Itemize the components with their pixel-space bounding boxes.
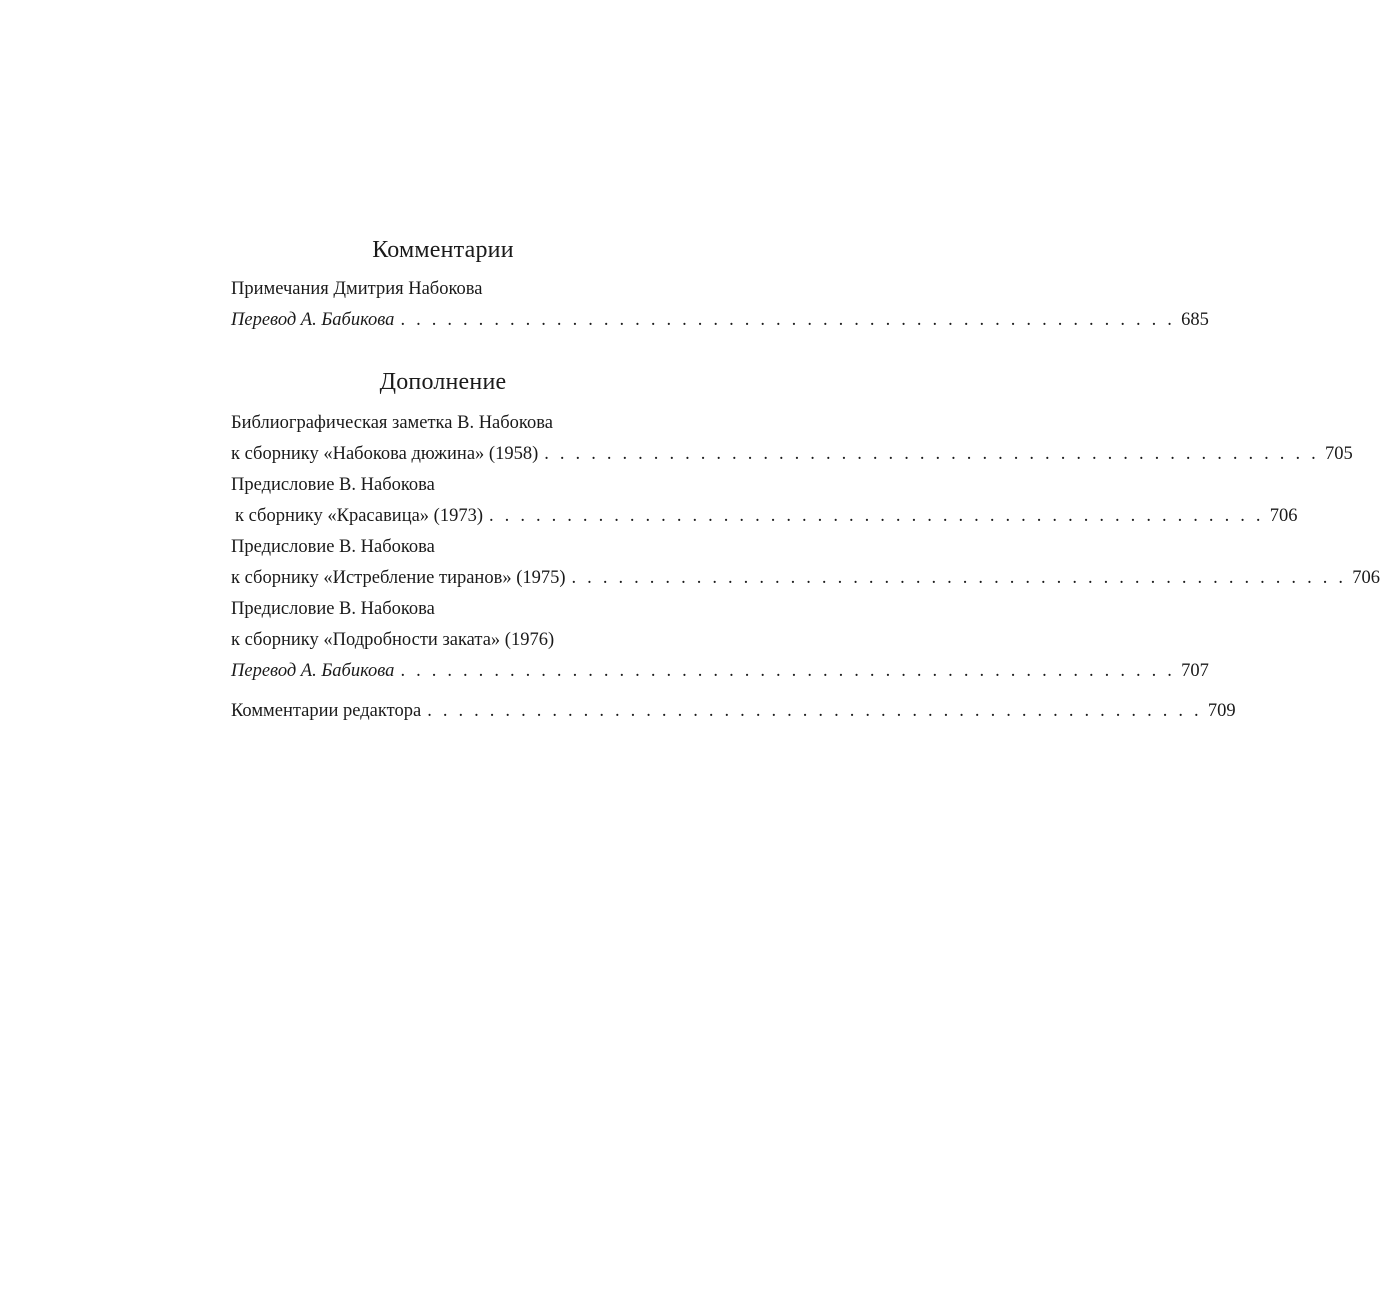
entry-page-number: 685 <box>1181 310 1209 330</box>
section-heading-supplement: Дополнение <box>379 369 507 395</box>
dot-leader: . . . . . . . . . . . . . . . . . . . . . . . . . . . . . . . . . . . . . . . . . . . . . . . . . . <box>489 506 1264 526</box>
toc-entry[interactable] <box>231 501 1298 532</box>
entry-title: Перевод А. Бабикова <box>231 310 395 330</box>
dot-leader: . . . . . . . . . . . . . . . . . . . . . . . . . . . . . . . . . . . . . . . . . . . . . . . . . . <box>400 661 1176 681</box>
toc-entry[interactable] <box>231 696 1236 727</box>
dot-leader: . . . . . . . . . . . . . . . . . . . . . . . . . . . . . . . . . . . . . . . . . . . . . . . . . . <box>427 701 1202 721</box>
toc-entry[interactable] <box>231 656 1209 687</box>
dot-leader: . . . . . . . . . . . . . . . . . . . . . . . . . . . . . . . . . . . . . . . . . . . . . . . . . . <box>400 310 1176 330</box>
toc-entry <box>231 625 655 656</box>
entry-page-number: 706 <box>1269 506 1298 526</box>
toc-entry <box>231 408 655 439</box>
entry-title: Примечания Дмитрия Набокова <box>231 279 483 299</box>
entry-page-number: 709 <box>1207 701 1236 721</box>
entry-title: Библиографическая заметка В. Набокова <box>231 413 553 433</box>
toc-entry[interactable] <box>231 439 1353 470</box>
dot-leader: . . . . . . . . . . . . . . . . . . . . . . . . . . . . . . . . . . . . . . . . . . . . . . . . . . <box>544 444 1319 464</box>
entry-title: Предисловие В. Набокова <box>231 475 435 495</box>
entry-title: Предисловие В. Набокова <box>231 537 435 557</box>
entry-title: Перевод А. Бабикова <box>231 661 395 681</box>
entry-title: к сборнику «Набокова дюжина» (1958) <box>231 444 539 464</box>
entry-page-number: 705 <box>1324 444 1353 464</box>
toc-entry <box>231 594 655 625</box>
toc-entry[interactable] <box>231 563 1380 594</box>
table-of-contents <box>231 234 1380 727</box>
entry-title: Предисловие В. Набокова <box>231 599 435 619</box>
entry-page-number: 707 <box>1181 661 1209 681</box>
entry-title: Комментарии редактора <box>231 701 422 721</box>
toc-entry <box>231 470 655 501</box>
toc-entry[interactable] <box>231 305 1209 336</box>
toc-entry <box>231 274 655 305</box>
entry-page-number: 706 <box>1352 568 1380 588</box>
section-heading-comments: Комментарии <box>372 237 514 263</box>
entry-title: к сборнику «Подробности заката» (1976) <box>231 630 555 650</box>
dot-leader: . . . . . . . . . . . . . . . . . . . . . . . . . . . . . . . . . . . . . . . . . . . . . . . . . . <box>571 568 1347 588</box>
entry-title: к сборнику «Истребление тиранов» (1975) <box>231 568 566 588</box>
entry-title: к сборнику «Красавица» (1973) <box>235 506 484 526</box>
toc-entry <box>231 532 655 563</box>
